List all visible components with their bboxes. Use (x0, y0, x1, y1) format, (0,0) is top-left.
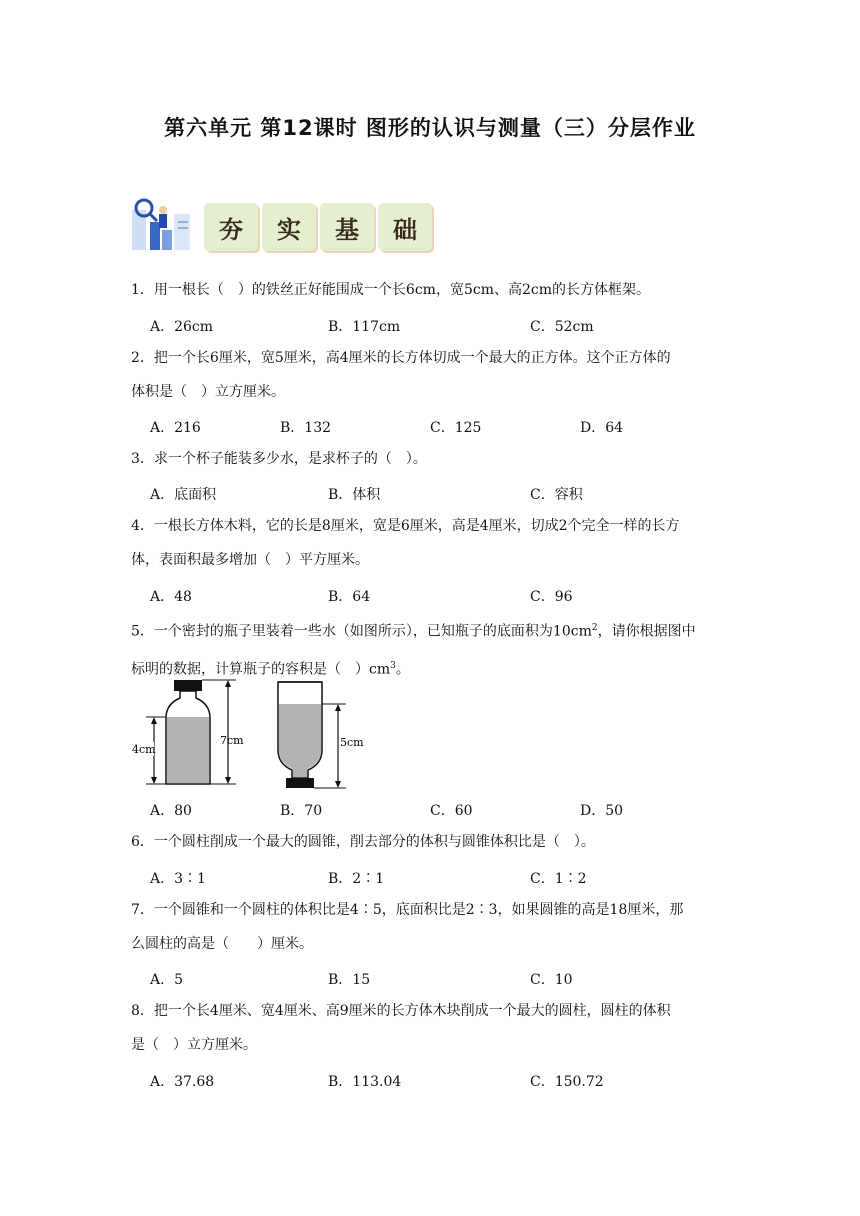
question-number: 5． (131, 623, 154, 640)
question-number: 1． (131, 282, 154, 298)
option-c[interactable]: C．52cm (530, 319, 594, 335)
option-a[interactable]: A．80 (150, 803, 192, 819)
upright-bottle (132, 680, 244, 784)
question-text-line-1: 一根长方体木料，它的长是8厘米，宽是6厘米，高是4厘米，切成2个完全一样的长方 (153, 518, 680, 534)
option-b[interactable]: B．70 (280, 803, 323, 819)
question-text-line-2: 是（ ）立方厘米。 (131, 1037, 257, 1053)
option-b[interactable]: B．15 (328, 972, 371, 988)
option-b[interactable]: B．117cm (328, 319, 401, 335)
option-a[interactable]: A．216 (150, 420, 201, 436)
question-number: 4． (131, 518, 154, 534)
question-1 (131, 273, 650, 307)
banner-char: 实 (262, 203, 316, 251)
option-c[interactable]: C．96 (530, 589, 573, 605)
person-with-magnifier-icon (130, 196, 196, 256)
question-2 (131, 341, 671, 409)
superscript: 2 (591, 623, 598, 633)
question-7 (131, 893, 683, 961)
option-a[interactable]: A．48 (150, 589, 192, 605)
question-number: 8． (131, 1003, 154, 1019)
water-height-label: 4cm (132, 743, 156, 756)
option-c[interactable]: C．150.72 (530, 1074, 604, 1090)
question-text-line-2-end: 。 (395, 661, 410, 678)
question-6 (131, 825, 595, 859)
option-d[interactable]: D．50 (580, 803, 624, 819)
option-c[interactable]: C．125 (430, 420, 482, 436)
banner-char: 夯 (204, 203, 258, 251)
banner-title (204, 203, 436, 251)
option-a[interactable]: A．底面积 (150, 487, 217, 503)
banner-char: 基 (320, 203, 374, 251)
option-a[interactable]: A．5 (150, 972, 184, 988)
air-height-label: 5cm (340, 736, 364, 749)
question-number: 6． (131, 834, 154, 850)
option-c[interactable]: C．容积 (530, 487, 583, 503)
inverted-bottle (278, 682, 364, 788)
option-b[interactable]: B．2∶1 (328, 871, 385, 887)
question-text-line-2: 标明的数据，计算瓶子的容积是（ ）cm (131, 661, 391, 678)
option-a[interactable]: A．37.68 (150, 1074, 215, 1090)
option-b[interactable]: B．132 (280, 420, 332, 436)
question-text-line-1: 一个圆锥和一个圆柱的体积比是4∶5，底面积比是2∶3，如果圆锥的高是18厘米，那 (153, 902, 684, 918)
question-text-line-1-end: ，请你根据图中 (597, 623, 696, 640)
option-a[interactable]: A．26cm (150, 319, 214, 335)
question-number: 3． (131, 451, 154, 467)
question-text: 用一根长（ ）的铁丝正好能围成一个长6cm，宽5cm、高2cm的长方体框架。 (153, 282, 650, 298)
question-8 (131, 994, 671, 1062)
banner-char: 础 (378, 203, 432, 251)
question-text-line-2: 么圆柱的高是（ ）厘米。 (131, 936, 313, 952)
option-c[interactable]: C．10 (530, 972, 573, 988)
bottle-height-label: 7cm (220, 734, 244, 747)
option-c[interactable]: C．1∶2 (530, 871, 587, 887)
superscript: 3 (390, 660, 396, 671)
question-text-line-2: 体，表面积最多增加（ ）平方厘米。 (131, 552, 369, 568)
question-number: 7． (131, 902, 154, 918)
option-b[interactable]: B．体积 (328, 487, 381, 503)
question-text: 求一个杯子能装多少水，是求杯子的（ ）。 (153, 451, 427, 467)
option-c[interactable]: C．60 (430, 803, 473, 819)
option-a[interactable]: A．3∶1 (150, 871, 206, 887)
question-4 (131, 509, 680, 577)
option-b[interactable]: B．113.04 (328, 1074, 402, 1090)
page-title: 第六单元 第12课时 图形的认识与测量（三）分层作业 (164, 116, 696, 140)
question-text-line-1: 把一个长4厘米、宽4厘米、高9厘米的长方体木块削成一个最大的圆柱，圆柱的体积 (153, 1003, 671, 1019)
question-text-line-1: 把一个长6厘米，宽5厘米，高4厘米的长方体切成一个最大的正方体。这个正方体的 (153, 350, 671, 366)
option-b[interactable]: B．64 (328, 589, 371, 605)
option-d[interactable]: D．64 (580, 420, 624, 436)
bottle-figure (132, 676, 382, 794)
question-text: 一个圆柱削成一个最大的圆锥，削去部分的体积与圆锥体积比是（ ）。 (153, 834, 595, 850)
question-3 (131, 442, 427, 476)
question-text-line-1: 一个密封的瓶子里装着一些水（如图所示），已知瓶子的底面积为10cm (153, 623, 592, 640)
question-number: 2． (131, 350, 154, 366)
question-text-line-2: 体积是（ ）立方厘米。 (131, 384, 285, 400)
